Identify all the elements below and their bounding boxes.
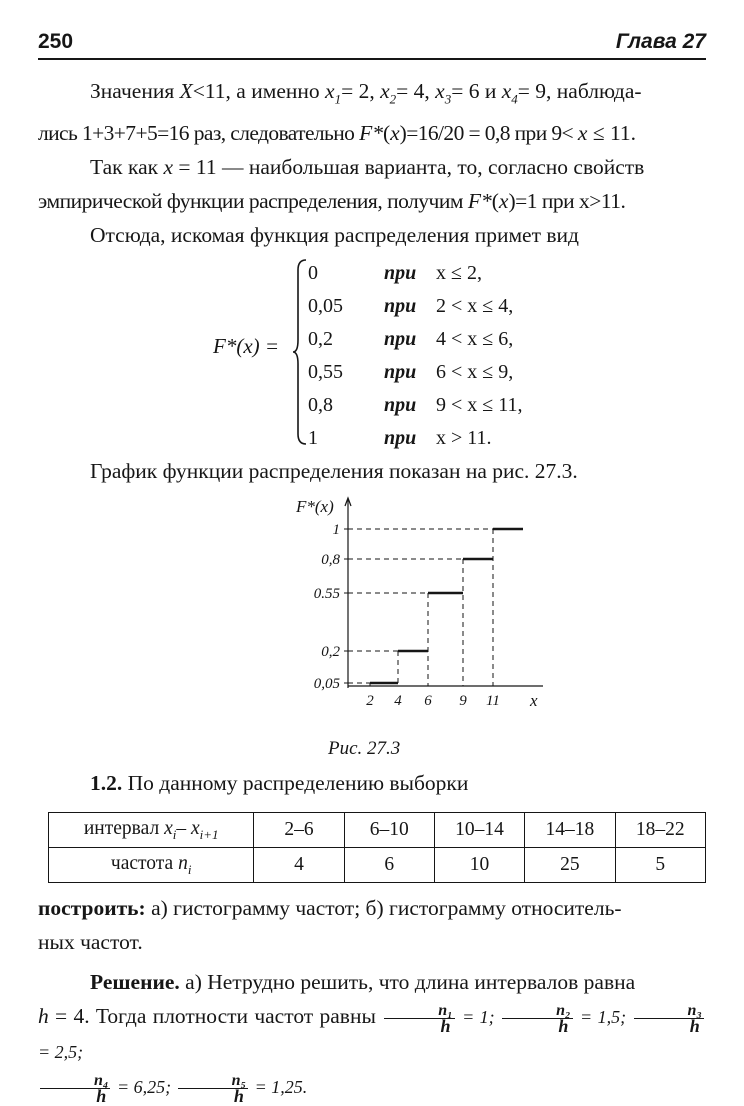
case-word: при (384, 427, 417, 450)
paragraph-5: построить: а) гистограмму частот; б) гистограмму относитель- ных частот. (38, 896, 622, 955)
case-word: при (384, 328, 417, 351)
table-cell: 4 (254, 848, 344, 883)
table-cell: 5 (615, 848, 705, 883)
fraction: $\frac{\text{n₄}}{h}$ (40, 1073, 110, 1104)
page-header (38, 30, 706, 60)
figure-27-3 (38, 496, 706, 766)
case-condition: 9 < x ≤ 11, (436, 394, 523, 417)
page (38, 30, 706, 1104)
case-value: 0,05 (308, 295, 343, 318)
x-tick-label: 4 (394, 693, 402, 710)
paragraph-4: График функции распределения показан на рис. 27.3. (90, 459, 578, 484)
case-value: 0,8 (308, 394, 333, 417)
case-condition: x > 11. (436, 427, 492, 450)
fraction: $\frac{\text{n₁}}{h}$ (384, 1003, 454, 1034)
sample-table (48, 812, 706, 883)
table-cell: 6–10 (344, 813, 434, 848)
table-row-intervals (49, 813, 706, 848)
left-brace-icon (292, 256, 308, 448)
table-header-frequency: частота $n_i$ (49, 848, 254, 883)
x-tick-label: 6 (424, 693, 432, 710)
case-word: при (384, 394, 417, 417)
case-value: 0,2 (308, 328, 333, 351)
x-tick-label: 11 (486, 693, 500, 710)
table-row-frequencies (49, 848, 706, 883)
x-tick-label: 2 (366, 693, 374, 710)
case-condition: 6 < x ≤ 9, (436, 361, 514, 384)
fraction: $\frac{\text{n₃}}{h}$ (634, 1003, 704, 1034)
case-condition: 2 < x ≤ 4, (436, 295, 514, 318)
y-tick-label: 0,2 (321, 644, 340, 661)
paragraph-2: Так как x = 11 — наибольшая варианта, то, согласно свойств эмпирической функции распределения, получим F*(x)=1 при x>11. (38, 155, 645, 214)
y-tick-label: 0,05 (313, 676, 340, 693)
table-cell: 25 (525, 848, 615, 883)
case-word: при (384, 361, 417, 384)
paragraph-3: Отсюда, искомая функция распределения примет вид (90, 223, 579, 248)
case-condition: 4 < x ≤ 6, (436, 328, 514, 351)
page-number: 250 (38, 30, 74, 53)
y-tick-label: 0,8 (321, 552, 340, 569)
table-cell: 10 (434, 848, 524, 883)
function-name: F*(x) = (213, 334, 280, 359)
case-word: при (384, 295, 417, 318)
case-word: при (384, 262, 417, 285)
case-value: 0,55 (308, 361, 343, 384)
x-tick-label: 9 (459, 693, 467, 710)
y-tick-label: 1 (332, 522, 340, 539)
paragraph-1: Значения X<11, а именно $x_1= 2$, $x_2= 4$, $x_3= 6$ и $x_4= 9$, наблюда- лись 1+3+7+5=16 раз, следовательно F*(x)=16/20 = 0,8 при 9< x ≤ 11. (38, 79, 642, 146)
table-cell: 14–18 (525, 813, 615, 848)
table-header-interval: интервал $x_i-$ $x_{i+1}$ (49, 813, 254, 848)
case-condition: x ≤ 2, (436, 262, 482, 285)
piecewise-function (38, 256, 706, 448)
paragraph-6: Решение. а) Нетрудно решить, что длина интервалов равна h = 4. Тогда плотности частот равны $\frac{\text{n₁}}{h}$ = 1; $\frac{\text{n₂}}{h}$ = 1,5; $\frac{\text{n₃}}{h}$ = 2,5; $\frac{\text{n₄}}{h}$ = 6,25; $\frac{\text{n₅}}{h}$ = 1,25. (38, 970, 702, 1106)
x-axis-label: x (530, 691, 538, 711)
fraction: $\frac{\text{n₅}}{h}$ (178, 1073, 248, 1104)
figure-caption: Рис. 27.3 (328, 738, 401, 760)
y-tick-label: 0.55 (313, 586, 340, 603)
case-value: 1 (308, 427, 318, 450)
case-value: 0 (308, 262, 318, 285)
table-cell: 10–14 (434, 813, 524, 848)
chapter-title: Глава 27 (615, 30, 706, 53)
distribution-chart (248, 496, 548, 736)
task-statement: 1.2. По данному распределению выборки (90, 771, 469, 796)
table-cell: 18–22 (615, 813, 705, 848)
table-cell: 6 (344, 848, 434, 883)
fraction: $\frac{\text{n₂}}{h}$ (502, 1003, 572, 1034)
table-cell: 2–6 (254, 813, 344, 848)
y-axis-label: F*(x) (296, 497, 334, 517)
